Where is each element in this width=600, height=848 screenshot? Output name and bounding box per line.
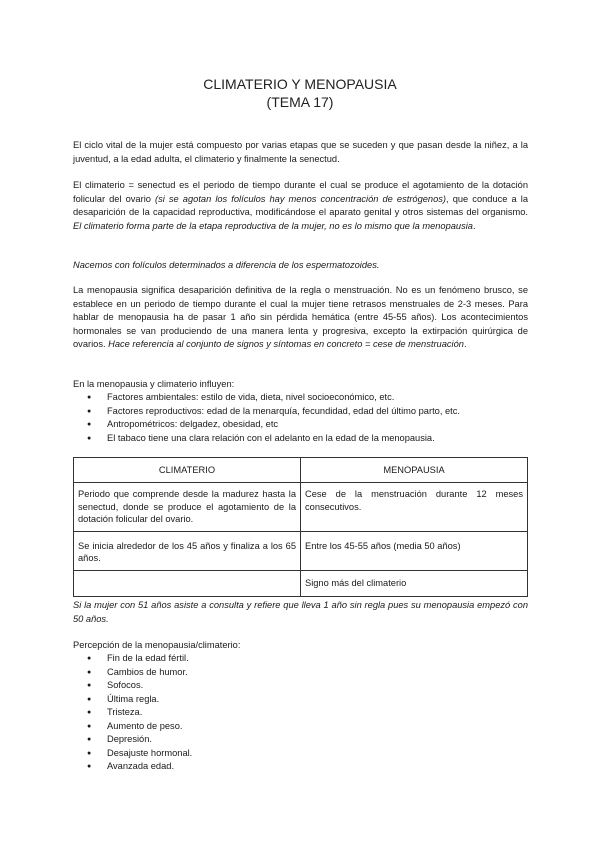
page-subtitle: (TEMA 17) xyxy=(266,94,334,110)
table-header-climaterio: CLIMATERIO xyxy=(74,458,301,483)
table-cell: Cese de la menstruación durante 12 meses consecutivos. xyxy=(301,483,528,532)
table-cell: Signo más del climaterio xyxy=(301,570,528,596)
list-item: ● Desajuste hormonal. xyxy=(73,747,528,761)
list-item: ● Sofocos. xyxy=(73,679,528,693)
table-cell xyxy=(74,570,301,596)
percepcion-intro: Percepción de la menopausia/climaterio: xyxy=(73,640,241,650)
paragraph-menopausia: La menopausia significa desaparición definitiva de la regla o menstruación. No es un fenómeno brusco, se establece en un periodo de tiempo durante el cual la mujer tiene retrasos menstruales de 2-3 meses. Para hablar de menopausia ha de pasar 1 año sin pérdida hemática (entre 45-55 años). Los acontecimientos hormonales se van produciendo de una manera lenta y progresiva, excepto la extirpación quirúrgica de ovarios. Hace referencia al conjunto de signos y síntomas en concreto = cese de menstruación. xyxy=(73,285,528,349)
table-header-menopausia: MENOPAUSIA xyxy=(301,458,528,483)
list-item: ● Tristeza. xyxy=(73,706,528,720)
list-item: ● Aumento de peso. xyxy=(73,720,528,734)
paragraph-ciclo-vital: El ciclo vital de la mujer está compuesto por varias etapas que se suceden y que pasan desde la niñez, a la juventud, a la edad adulta, el climaterio y finalmente la senectud. xyxy=(73,140,528,164)
list-item: ● Depresión. xyxy=(73,733,528,747)
paragraph-ejemplo: Si la mujer con 51 años asiste a consulta y refiere que lleva 1 año sin regla pues su menopausia empezó con 50 años. xyxy=(73,600,528,624)
list-item: ● Avanzada edad. xyxy=(73,760,528,774)
list-item: ● Factores reproductivos: edad de la menarquía, fecundidad, edad del último parto, etc. xyxy=(73,405,528,419)
comparison-table xyxy=(73,457,528,597)
list-item: ● El tabaco tiene una clara relación con el adelanto en la edad de la menopausia. xyxy=(73,432,528,446)
list-item: ● Factores ambientales: estilo de vida, dieta, nivel socioeconómico, etc. xyxy=(73,391,528,405)
list-item: ● Fin de la edad fértil. xyxy=(73,652,528,666)
table-cell: Se inicia alrededor de los 45 años y finaliza a los 65 años. xyxy=(74,531,301,570)
percepcion-list xyxy=(73,652,528,774)
page-title: CLIMATERIO Y MENOPAUSIA xyxy=(203,76,397,92)
table-cell: Entre los 45-55 años (media 50 años) xyxy=(301,531,528,570)
paragraph-climaterio: El climaterio = senectud es el periodo de tiempo durante el cual se produce el agotamiento de la dotación folicular del ovario (si se agotan los folículos hay menos concentración de estrógenos), que conduce a la desaparición de la capacidad reproductiva, modificándose el aparato genital y otros sistemas del organismo. El climaterio forma parte de la etapa reproductiva de la mujer, no es lo mismo que la menopausia. xyxy=(73,180,529,231)
list-item: ● Última regla. xyxy=(73,693,528,707)
list-item: ● Cambios de humor. xyxy=(73,666,528,680)
paragraph-foliculos: Nacemos con folículos determinados a diferencia de los espermatozoides. xyxy=(73,260,380,270)
table-cell: Periodo que comprende desde la madurez hasta la senectud, donde se produce el agotamiento de la dotación folicular del ovario. xyxy=(74,483,301,532)
influyen-list xyxy=(73,391,528,445)
list-item: ● Antropométricos: delgadez, obesidad, etc xyxy=(73,418,528,432)
influyen-intro: En la menopausia y climaterio influyen: xyxy=(73,379,235,389)
